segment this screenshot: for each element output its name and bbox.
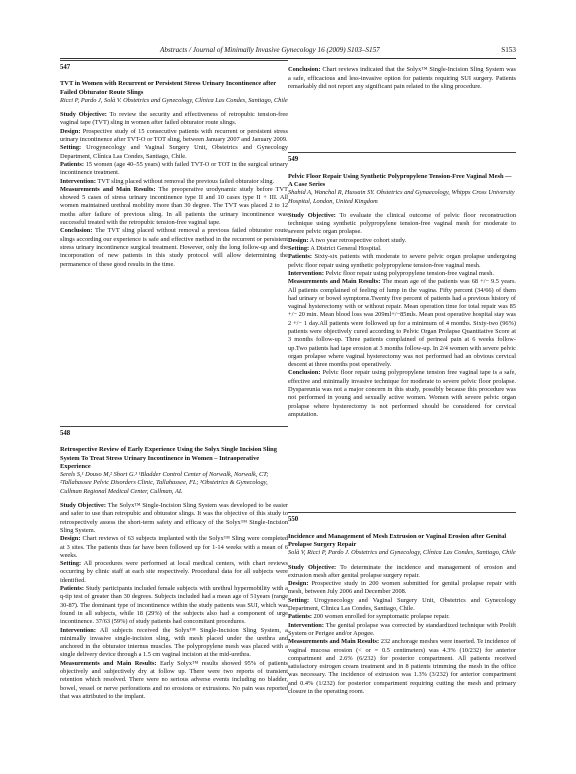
section-setting: Setting: A District General Hospital.	[288, 245, 382, 253]
section-objective: Study Objective: To review the security and effectiveness of retropubic tension-free vaginal tape (TVT) sling in women after failed obturator route slings.	[60, 111, 289, 127]
section-design: Design: Prospective study in 200 women submitted for genital prolapse repair with mesh, between July 2006 and December 2008.	[288, 580, 516, 596]
section-conclusion: Conclusion: The TVT sling placed without removal a previous failed obturator route slings according our experience is safe and effective method in the recurrent or persistent stress urinary incontinence surgical treatment. However, only the long follow-up and the incorporation of new patients in this study protocol will allow determining the permanence of these good results in the time.	[60, 227, 288, 268]
section-objective: Study Objective: To determinate the incidence and management of erosion and extrusion mesh after genital prolapse surgery repair.	[288, 563, 517, 579]
section-conclusion: Conclusion: Chart reviews indicated that the Solyx™ Single-Incision Sling System was a safe, efficacious and less-invasive option for patients requiring SUI surgery. Patients remarkably did not report any significant pain related to the sling procedure.	[288, 66, 516, 90]
section-patients: Patients: Sixty-six patients with moderate to severe pelvic organ prolapse undergoing pelvic floor repair using synthetic polypropylene tension-free vaginal mesh.	[288, 253, 516, 269]
abstract-number: 548	[60, 430, 71, 437]
abstract-550	[288, 512, 516, 696]
abstract-title: TVT in Women with Recurrent or Persistent Stress Urinary Incontinence after Failed Obturator Route Slings	[60, 80, 276, 96]
running-header	[60, 46, 516, 58]
section-results: Measurements and Main Results: The mean age of the patients was 68 +/− 9.5 years. All patients complained of feeling of lump in the vagina. Fifty percent (34/66) of them had urinary or bowel symptoms.Twenty five percent of patients had a previous history of vaginal hysterectomy with or without repair. Mean operation time for total repair was 85 +/− 20 min. Mean blood loss was 209ml+/−85mls. Mean post operative hospital stay was 2 +/− 1 day.All patients were followed up for a minimum of 4 months. Sixty-two (96%) patients were objectively cured according to Pelvic Organ Prolapse Quantitative Score at 3 months follow-up. Three patients complained of perineal pain at 6 weeks follow-up.Two patients had tape erosion at 3 months follow-up. In 2/4 women with severe pelvic organ prolapse where vaginal hysterectomy was not performed had an obvious cervical descent at three months post operatively.	[288, 278, 516, 369]
section-design: Design: A two year retrospective cohort study.	[288, 236, 407, 244]
abstract-number: 549	[288, 156, 299, 164]
section-design: Design: Chart reviews of 63 subjects implanted with the Solyx™ Sling were completed at 3 sites. The patients thus far have been followed up for 1-14 weeks with a mean of 6 weeks.	[60, 535, 288, 559]
section-intervention: Intervention: All subjects received the Solyx™ Single-Incision Sling System, a minimally invasive single-incision sling, with mesh placed under the urethra and anchored in the obturator internus muscles. The polypropylene mesh was placed with a single delivery device through a 1.5 cm vaginal incision at the mid-urethra.	[60, 626, 288, 659]
abstract-title: Pelvic Floor Repair Using Synthetic Polypropylene Tension-Free Vaginal Mesh — A Case Series	[288, 172, 512, 188]
section-results: Measurements and Main Results: 232 anchorage meshes were inserted. Te incidence of vaginal mucosa erosion (< or = 0.5 centimeters) was 4.3% (10/232) for anterior compartment and 2.6% (6/232) for posterior compartment. All patients received satisfactory estrogen cream treatment and in 8 patients trimming the mesh in the office was necessary. The incidence of extrusion was 1.3% (3/232) for anterior compartment and 0.4% (1/232) for posterior compartment requiring cutting the mesh and primary closure in the operating room.	[288, 638, 517, 695]
journal-citation: Abstracts / Journal of Minimally Invasive Gynecology 16 (2009) S103–S157	[160, 46, 380, 54]
right-column	[288, 60, 516, 696]
abstract-authors: Serels S,¹ Douso M,² Short G.³ ¹Bladder Control Center of Norwalk, Norwalk, CT; ²Tallahassee Pelvic Disorders Clinic, Tallahassee, FL; ³Obstetrics & Gynecology, Cullman Regional Medical Center, Cullman, AL	[60, 471, 269, 495]
abstract-title: Incidence and Management of Mesh Extrusion or Vaginal Erosion after Genital Prolapse Surgery Repair	[288, 532, 507, 548]
section-setting: Setting: Urogynecology and Vaginal Surgery Unit, Obstetrics and Gynecology Department, Clínica Las Condes, Santiago, Chile.	[60, 144, 288, 160]
section-intervention: Intervention: TVT sling placed without removal the previous failed obturator sling.	[60, 177, 275, 185]
abstract-authors: Ricci P, Pardo J, Solà V. Obstetrics and Gynecology, Clínica Las Condes, Santiago, Chile	[60, 96, 288, 104]
abstract-number: 550	[288, 516, 299, 524]
section-objective: Study Objective: The Solyx™ Single-Incision Sling System was developed to be easier and safer to use than retropubic and obturator slings. It was the objective of this study to retrospectively assess the short-term safety and efficacy of the Solyx™ Single-Incision Sling System.	[60, 502, 288, 534]
abstract-number: 547	[60, 64, 71, 71]
abstract-549	[288, 152, 516, 512]
section-patients: Patients: 200 women enrolled for symptomatic prolapse repair.	[288, 613, 450, 621]
abstract-548	[60, 426, 288, 701]
abstract-548-continuation	[288, 66, 516, 152]
section-setting: Setting: Urogynecology and Vaginal Surgery Unit, Obstetrics and Gynecology Department, Clinica Las Condes, Santiago, Chile.	[288, 596, 516, 613]
header-rule	[60, 58, 516, 59]
section-objective: Study Objective: To evaluate the clinical outcome of pelvic floor reconstruction technique using synthetic polypropylene tension-free vaginal mesh for moderate to severe pelvic organ prolapse.	[288, 211, 516, 236]
section-design: Design: Prospective study of 15 consecutive patients with recurrent or persistent stress urinary incontinence after TVT-O or TOT sling, between January 2007 and January 2009.	[60, 127, 288, 144]
section-intervention: Intervention: Pelvic floor repair using polypropylene tension-free vaginal mesh.	[288, 269, 494, 277]
left-column	[60, 60, 288, 701]
section-results: Measurements and Main Results: Early Solyx™ results showed 95% of patients objectively and subjectively dry at follow up. There were two reports of transient retention which resolved. There were no serious adverse events including no bladder, bowel, vessel or nerve perforations and no erosions or extrusions. No pain was reported that was attributed to the implant.	[60, 659, 289, 700]
section-conclusion: Conclusion: Pelvic floor repair using polypropylene tension free vaginal tape is a safe, effective and minimally invasive technique for moderate to severe pelvic floor prolapse. Dyspareunia was not a major concern in this study, possibly because this procedure was not performed in young and sexually active women. Women with severe pelvic organ prolapse where hysterectomy is not performed should be considered for cervical amputation.	[288, 369, 516, 418]
section-intervention: Intervention: The genital prolapse was corrected by standardized technique with Prolift System or Perigee and/or Apogee.	[288, 621, 516, 637]
abstract-authors: Solà V, Ricci P, Pardo J. Obstetrics and Gynecology, Clínica Las Condes, Santiago, Chile	[288, 549, 516, 557]
section-patients: Patients: 15 women (age 40–55 years) with failed TVT-O or TOT in the surgical urinary incontinence treatment.	[60, 160, 288, 177]
page-number: S153	[501, 46, 516, 54]
section-setting: Setting: All procedures were performed at local medical centers, with chart reviews occurring by clinic staff at each site respectively. Procedural data for all subjects were identified.	[60, 560, 288, 584]
abstract-547	[60, 60, 288, 426]
abstract-authors: Shahid A, Wanchal R, Hussain SY. Obstetrics and Gynaecology, Whipps Cross University Hospital, London, United Kingdom	[288, 189, 515, 205]
abstract-title: Retrospective Review of Early Experience Using the Solyx Single Incision Sling System To Treat Stress Urinary Incontinence in Women – Intraoperative Experience	[60, 446, 277, 470]
section-results: Measurements and Main Results: The preoperative urodynamic study before TVT showed 5 cases of stress urinary incontinence type II and 10 cases type II + III. All women maintained urethral mobility more than 30 degree. The TVT was placed 2 to 12 moths after failure of previous sling. In all patients the urinary incontinence was successful treated with the retropubic tension-free vaginal tape.	[60, 185, 288, 227]
section-patients: Patients: Study participants included female subjects with urethral hypermobility with a q-tip test of greater than 30 degrees. Subjects included had a mean age of 51years (range 30-87). The dominant type of incontinence within the study patients was SUI, which was found in all subjects, while 18 (29%) of the subjects also had a component of urge incontinence. 37/63 (59%) of study patients had concomitant procedures.	[60, 585, 288, 626]
